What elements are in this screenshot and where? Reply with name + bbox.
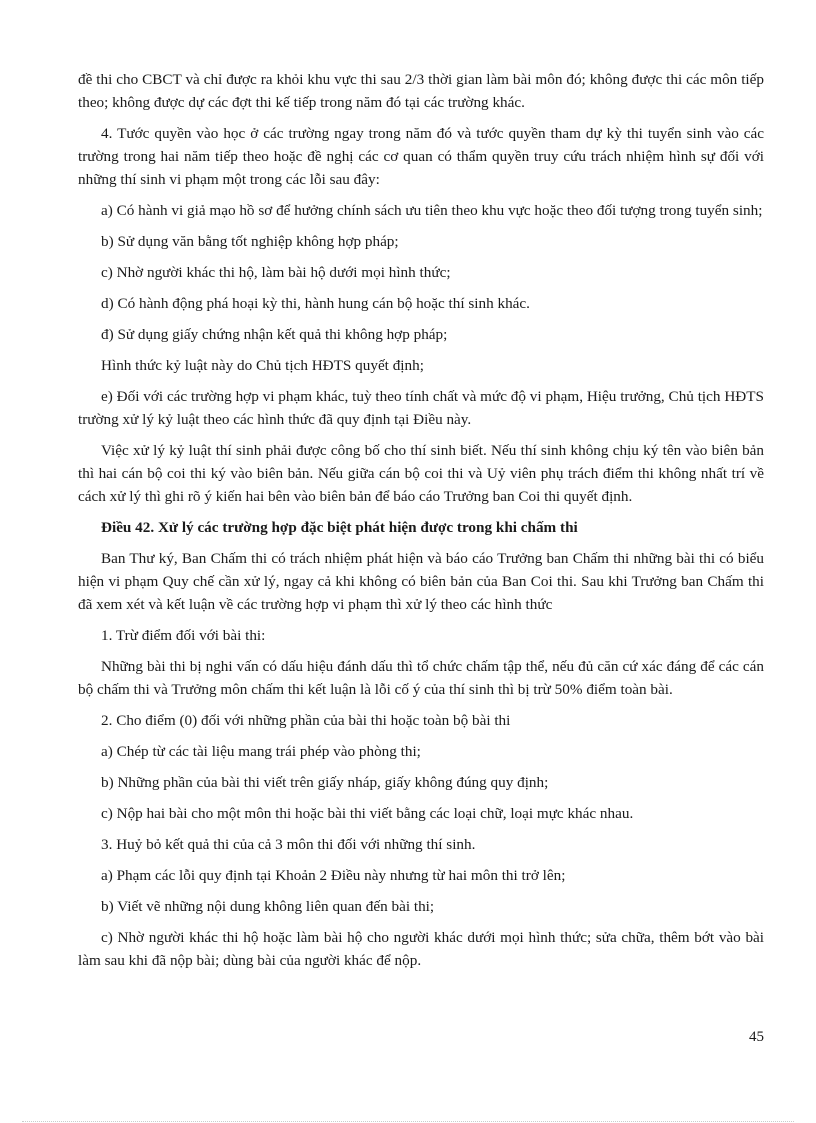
paragraph: 3. Huỷ bỏ kết quả thi của cả 3 môn thi đối với những thí sinh.	[101, 836, 476, 853]
paragraph: a) Chép từ các tài liệu mang trái phép vào phòng thi;	[101, 743, 421, 760]
paragraph: Việc xử lý kỷ luật thí sinh phải được công bố cho thí sinh biết. Nếu thí sinh không chịu ký tên vào biên bản thì hai cán bộ coi thi ký vào biên bản. Nếu giữa cán bộ coi thi và Uỷ viên phụ trách điểm thi không nhất trí về cách xử lý thì ghi rõ ý kiến hai bên vào biên bản để báo cáo Trưởng ban Coi thi quyết định.	[78, 442, 764, 505]
paragraph: 4. Tước quyền vào học ở các trường ngay trong năm đó và tước quyền tham dự kỳ thi tuyển sinh vào các trường trong hai năm tiếp theo hoặc đề nghị các cơ quan có thẩm quyền truy cứu trách nhiệm hình sự đối với những thí sinh vi phạm một trong các lỗi sau đây:	[78, 125, 764, 188]
paragraph: Những bài thi bị nghi vấn có dấu hiệu đánh dấu thì tổ chức chấm tập thể, nếu đủ căn cứ xác đáng để các cán bộ chấm thi và Trưởng môn chấm thi kết luận là lỗi cố ý của thí sinh thì bị trừ 50% điểm toàn bài.	[78, 658, 764, 698]
paragraph: d) Có hành động phá hoại kỳ thi, hành hung cán bộ hoặc thí sinh khác.	[101, 295, 530, 312]
paragraph: Hình thức kỷ luật này do Chủ tịch HĐTS quyết định;	[101, 357, 424, 374]
body-text	[78, 68, 764, 980]
paragraph: b) Viết vẽ những nội dung không liên quan đến bài thi;	[101, 898, 435, 915]
paragraph: c) Nộp hai bài cho một môn thi hoặc bài thi viết bằng các loại chữ, loại mực khác nhau.	[101, 805, 634, 822]
paragraph: đề thi cho CBCT và chỉ được ra khỏi khu vực thi sau 2/3 thời gian làm bài môn đó; không được thi các môn tiếp theo; không được dự các đợt thi kế tiếp trong năm đó tại các trường khác.	[78, 71, 764, 111]
paragraph: b) Sử dụng văn bằng tốt nghiệp không hợp pháp;	[101, 233, 399, 250]
paragraph: 1. Trừ điểm đối với bài thi:	[101, 627, 266, 644]
paragraph: 2. Cho điểm (0) đối với những phần của bài thi hoặc toàn bộ bài thi	[101, 712, 511, 729]
paragraph: Ban Thư ký, Ban Chấm thi có trách nhiệm phát hiện và báo cáo Trưởng ban Chấm thi những bài thi có biểu hiện vi phạm Quy chế cần xử lý, ngay cả khi không có biên bản của Ban Coi thi. Sau khi Trưởng ban Chấm thi đã xem xét và kết luận về các trường hợp vi phạm thì xử lý theo các hình thức	[78, 550, 764, 613]
paragraph: a) Có hành vi giả mạo hồ sơ để hưởng chính sách ưu tiên theo khu vực hoặc theo đối tượng trong tuyển sinh;	[101, 202, 763, 219]
page-number: 45	[749, 1029, 764, 1045]
paragraph: e) Đối với các trường hợp vi phạm khác, tuỳ theo tính chất và mức độ vi phạm, Hiệu trưởng, Chủ tịch HĐTS trường xử lý kỷ luật theo các hình thức đã quy định tại Điều này.	[78, 388, 764, 428]
paragraph: đ) Sử dụng giấy chứng nhận kết quả thi không hợp pháp;	[101, 326, 448, 343]
paragraph: a) Phạm các lỗi quy định tại Khoản 2 Điều này nhưng từ hai môn thi trở lên;	[101, 867, 566, 884]
paragraph: b) Những phần của bài thi viết trên giấy nháp, giấy không đúng quy định;	[101, 774, 549, 791]
paragraph: c) Nhờ người khác thi hộ, làm bài hộ dưới mọi hình thức;	[101, 264, 451, 281]
section-heading: Điều 42. Xử lý các trường hợp đặc biệt phát hiện được trong khi chấm thi	[101, 519, 578, 536]
paragraph: c) Nhờ người khác thi hộ hoặc làm bài hộ cho người khác dưới mọi hình thức; sửa chữa, thêm bớt vào bài làm sau khi đã nộp bài; dùng bài của người khác để nộp.	[78, 929, 764, 969]
page-edge-divider	[22, 1121, 794, 1122]
